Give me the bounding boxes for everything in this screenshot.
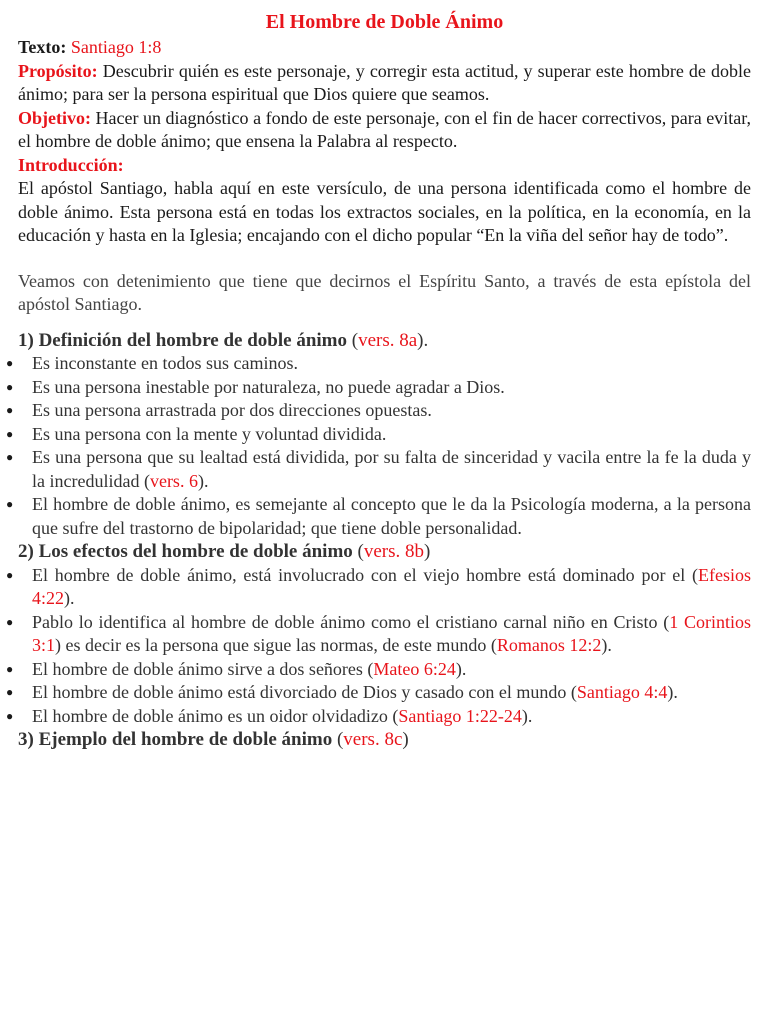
document-page [6, 10, 752, 752]
texto-line [18, 36, 751, 60]
section-title: 3) Ejemplo del hombre de doble ánimo [18, 729, 333, 750]
proposito-text: Descubrir quién es este personaje, y corregir esta actitud, y superar este hombre de doble ánimo; para ser la persona espiritual que Dios quiere que seamos. [18, 60, 751, 104]
bible-ref: Santiago 4:4 [576, 682, 668, 702]
section-heading-3: 3) Ejemplo del hombre de doble ánimo (vers. 8c) [18, 729, 409, 750]
section-title: 1) Definición del hombre de doble ánimo [18, 329, 347, 351]
bullet-icon: ● [6, 426, 14, 441]
introduccion-p1: El apóstol Santiago, habla aquí en este versículo, de una persona identificada como el hombre de doble ánimo. Esta persona está en todas los extractos sociales, en la política, en la economía, en la educación y hasta en la Iglesia; encajando con el dicho popular “En la viña del señor hay de todo”. [18, 178, 751, 245]
texto-label: Texto: [18, 37, 67, 57]
list-item: ● Es una persona que su lealtad está dividida, por su falta de sinceridad y vacila entre la fe la duda y la incredulidad (vers. 6). [6, 447, 751, 491]
list-item: ● Pablo lo identifica al hombre de doble ánimo como el cristiano carnal niño en Cristo (1 Corintios 3:1) es decir es la persona que sigue las normas, de este mundo (Romanos 12:2). [6, 611, 752, 655]
bullet-icon: ● [6, 708, 14, 723]
introduccion-p2: Veamos con detenimiento que tiene que decirnos el Espíritu Santo, a través de esta epístola del apóstol Santiago. [18, 270, 751, 314]
section-ref: vers. 8b [363, 541, 425, 562]
bullet-icon: ● [6, 614, 14, 629]
introduccion-heading [18, 154, 751, 178]
list-item: ● El hombre de doble ánimo sirve a dos señores (Mateo 6:24). [18, 658, 751, 682]
bullet-icon: ● [6, 661, 14, 676]
section-title: 2) Los efectos del hombre de doble ánimo [18, 541, 353, 562]
bible-ref: Romanos 12:2 [496, 635, 602, 655]
list-item: ● El hombre de doble ánimo, está involucrado con el viejo hombre está dominado por el (Efesios 4:22). [6, 564, 751, 608]
list-item: ● Es una persona inestable por naturaleza, no puede agradar a Dios. [18, 376, 751, 400]
bullet-icon: ● [6, 379, 14, 394]
bible-ref: Efesios 4:22 [32, 564, 751, 608]
bullet-icon: ● [6, 356, 14, 370]
document-title: El Hombre de Doble Ánimo [265, 11, 504, 33]
list-item: ● El hombre de doble ánimo, es semejante al concepto que le da la Psicología moderna, a la persona que sufre del trastorno de bipolaridad; que tiene doble personalidad. [6, 494, 751, 538]
texto-ref: Santiago 1:8 [70, 37, 162, 57]
list-item: ● Es una persona con la mente y voluntad dividida. [18, 423, 751, 447]
section-2-list [6, 564, 752, 729]
list-item: ● El hombre de doble ánimo es un oidor olvidadizo (Santiago 1:22-24). [18, 705, 751, 729]
bible-ref: Santiago 1:22-24 [398, 705, 522, 726]
proposito-label: Propósito: [18, 60, 98, 81]
bullet-icon: ● [6, 403, 14, 417]
objetivo-label: Objetivo: [18, 107, 91, 128]
introduccion-label: Introducción: [18, 154, 124, 175]
bullet-icon: ● [6, 685, 14, 699]
bible-ref: 1 Corintios 3:1 [32, 611, 752, 655]
bible-ref: Mateo 6:24 [373, 658, 456, 679]
objetivo-text: Hacer un diagnóstico a fondo de este personaje, con el fin de hacer correctivos, para evitar, el hombre de doble ánimo; que ensena la Palabra al respecto. [18, 107, 752, 151]
section-ref: vers. 8c [343, 729, 403, 750]
objetivo-paragraph [18, 107, 751, 154]
bullet-icon: ● [6, 567, 14, 582]
list-item: ● El hombre de doble ánimo está divorciado de Dios y casado con el mundo (Santiago 4:4). [18, 681, 751, 705]
paragraph-spacer [18, 317, 751, 329]
bullet-icon: ● [6, 497, 14, 511]
section-heading-1: 1) Definición del hombre de doble ánimo (vers. 8a). [18, 329, 429, 351]
bible-ref: vers. 6 [149, 470, 198, 491]
section-ref: vers. 8a [358, 329, 418, 351]
bullet-icon: ● [6, 450, 14, 464]
proposito-paragraph [18, 60, 751, 107]
paragraph-spacer [18, 248, 751, 270]
list-item: ● Es una persona arrastrada por dos direcciones opuestas. [18, 399, 751, 423]
section-heading-2: 2) Los efectos del hombre de doble ánimo (vers. 8b) [18, 541, 431, 562]
section-1-list [6, 352, 751, 540]
list-item: ● Es inconstante en todos sus caminos. [18, 352, 751, 376]
